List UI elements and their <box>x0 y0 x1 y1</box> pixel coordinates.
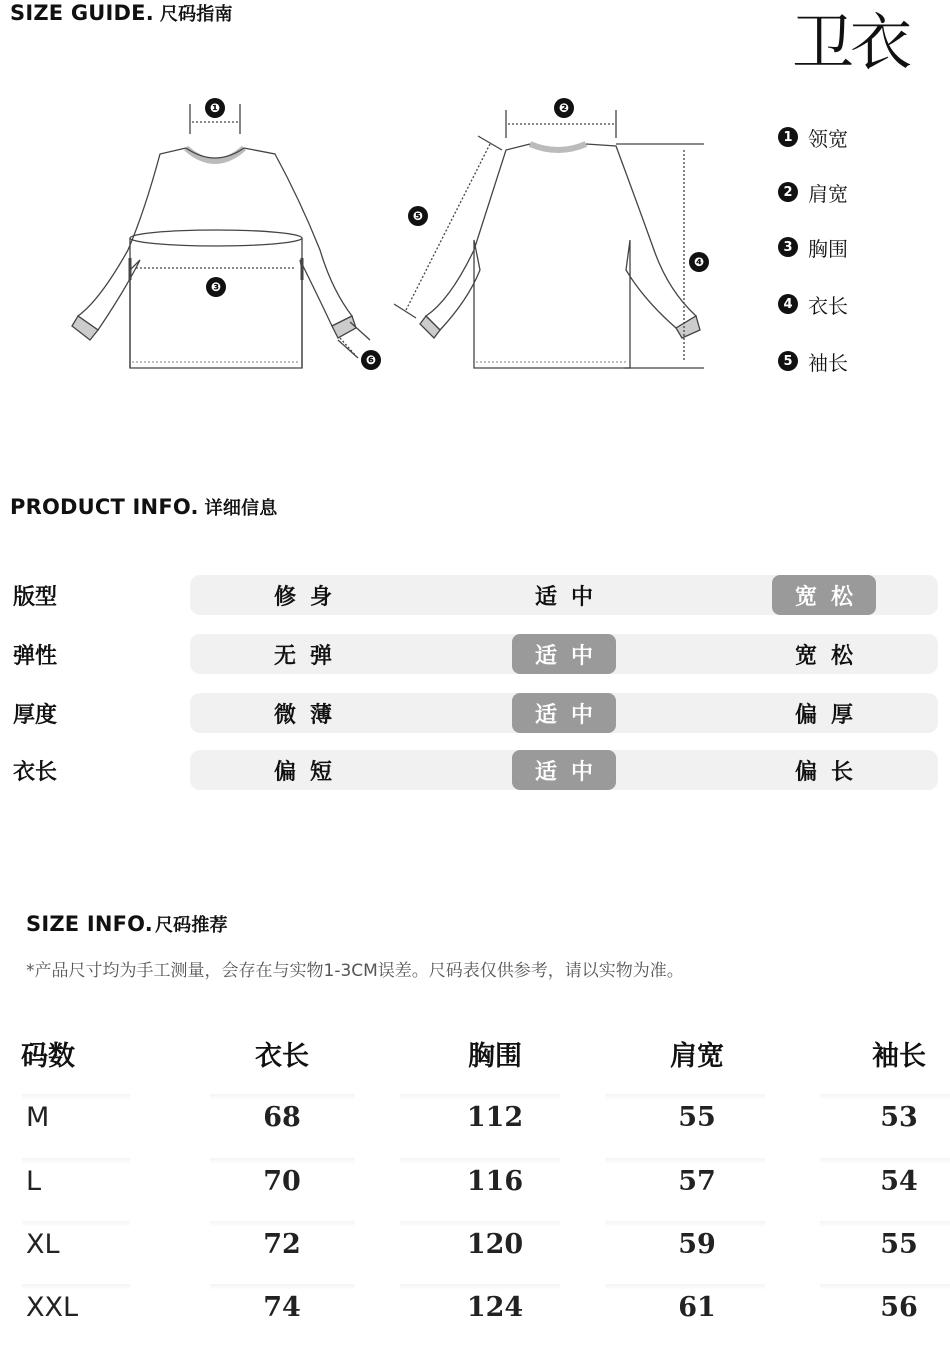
row-shade <box>22 1284 130 1290</box>
product-info-heading <box>10 494 277 520</box>
info-row-label: 厚度 <box>13 703 58 728</box>
size-guide-title-en: SIZE GUIDE. <box>10 1 154 25</box>
table-header-cell: 袖长 <box>872 1041 926 1072</box>
info-option: 宽松 <box>794 643 867 669</box>
table-cell: 112 <box>466 1102 524 1133</box>
info-scale-bar <box>190 634 938 674</box>
marker-6: ❻ <box>365 353 377 367</box>
legend-number: 4 <box>778 294 798 314</box>
table-header-cell: 衣长 <box>255 1041 309 1072</box>
marker-4: ❹ <box>693 255 705 269</box>
product-info-title-en: PRODUCT INFO. <box>10 495 199 519</box>
info-option: 无弹 <box>273 643 346 669</box>
size-guide-heading <box>10 0 233 26</box>
table-cell: 61 <box>678 1292 716 1323</box>
info-row-label: 版型 <box>13 585 58 610</box>
legend-label: 袖长 <box>808 350 848 375</box>
table-cell: 70 <box>263 1166 301 1197</box>
row-shade <box>400 1094 560 1100</box>
size-label-cell: L <box>26 1166 42 1197</box>
row-shade <box>22 1094 130 1100</box>
size-info-title-cn: 尺码推荐 <box>154 915 228 936</box>
table-cell: 54 <box>880 1166 918 1197</box>
info-option: 偏长 <box>794 759 867 785</box>
row-shade <box>605 1284 765 1290</box>
info-scale-bar <box>190 693 938 733</box>
table-cell: 68 <box>263 1102 301 1133</box>
info-option: 适中 <box>534 584 607 610</box>
info-option: 微薄 <box>273 702 346 728</box>
info-option: 偏短 <box>273 759 346 785</box>
row-shade <box>400 1284 560 1290</box>
table-cell: 55 <box>678 1102 716 1133</box>
row-shade <box>820 1284 950 1290</box>
table-cell: 116 <box>466 1166 524 1197</box>
table-cell: 72 <box>263 1229 301 1260</box>
back-garment-diagram <box>390 90 720 380</box>
row-shade <box>820 1094 950 1100</box>
row-shade <box>400 1221 560 1227</box>
legend-item <box>778 122 848 152</box>
legend-label: 衣长 <box>808 293 848 318</box>
table-header-cell: 胸围 <box>468 1041 522 1072</box>
row-shade <box>400 1158 560 1164</box>
measurement-legend <box>778 122 848 376</box>
legend-item <box>778 346 848 376</box>
size-note: *产品尺寸均为手工测量，会存在与实物1-3CM误差。尺码表仅供参考，请以实物为准。 <box>26 961 684 981</box>
marker-3: ❸ <box>210 280 222 294</box>
table-cell: 56 <box>880 1292 918 1323</box>
row-shade <box>210 1094 355 1100</box>
info-row-label: 衣长 <box>13 760 58 785</box>
legend-number: 5 <box>778 351 798 371</box>
size-guide-title-cn: 尺码指南 <box>159 4 233 25</box>
legend-item <box>778 289 848 319</box>
info-scale-bar <box>190 750 938 790</box>
row-shade <box>820 1158 950 1164</box>
row-shade <box>210 1221 355 1227</box>
marker-5: ❺ <box>412 209 424 223</box>
table-cell: 124 <box>466 1292 524 1323</box>
legend-number: 3 <box>778 237 798 257</box>
row-shade <box>22 1221 130 1227</box>
row-shade <box>605 1221 765 1227</box>
table-cell: 55 <box>880 1229 918 1260</box>
legend-label: 领宽 <box>808 126 848 151</box>
front-garment-diagram <box>70 90 400 380</box>
legend-number: 2 <box>778 182 798 202</box>
legend-item <box>778 232 848 262</box>
legend-label: 胸围 <box>808 236 848 261</box>
table-header-cell: 肩宽 <box>670 1041 724 1072</box>
row-shade <box>22 1158 130 1164</box>
product-info-title-cn: 详细信息 <box>204 498 278 519</box>
info-option: 偏厚 <box>794 702 867 728</box>
size-info-title-en: SIZE INFO. <box>26 912 153 936</box>
table-cell: 53 <box>880 1102 918 1133</box>
table-cell: 74 <box>263 1292 301 1323</box>
info-scale-bar <box>190 575 938 615</box>
size-info-heading <box>26 911 228 937</box>
info-row-label: 弹性 <box>13 644 58 669</box>
legend-label: 肩宽 <box>808 181 848 206</box>
legend-item <box>778 177 848 207</box>
table-cell: 59 <box>678 1229 716 1260</box>
info-option: 修身 <box>273 584 346 610</box>
info-option-selected: 适中 <box>512 634 616 674</box>
row-shade <box>820 1221 950 1227</box>
info-option-selected: 适中 <box>512 693 616 733</box>
size-label-cell: M <box>26 1102 50 1133</box>
table-cell: 57 <box>678 1166 716 1197</box>
size-label-cell: XXL <box>26 1292 79 1323</box>
size-label-cell: XL <box>26 1229 60 1260</box>
legend-number: 1 <box>778 127 798 147</box>
row-shade <box>210 1158 355 1164</box>
category-title: 卫衣 <box>792 6 909 79</box>
table-header-cell: 码数 <box>21 1041 75 1072</box>
marker-1: ❶ <box>209 101 221 115</box>
row-shade <box>210 1284 355 1290</box>
info-option-selected: 宽松 <box>772 575 876 615</box>
row-shade <box>605 1158 765 1164</box>
table-cell: 120 <box>466 1229 524 1260</box>
marker-2: ❷ <box>558 101 570 115</box>
row-shade <box>605 1094 765 1100</box>
info-option-selected: 适中 <box>512 750 616 790</box>
